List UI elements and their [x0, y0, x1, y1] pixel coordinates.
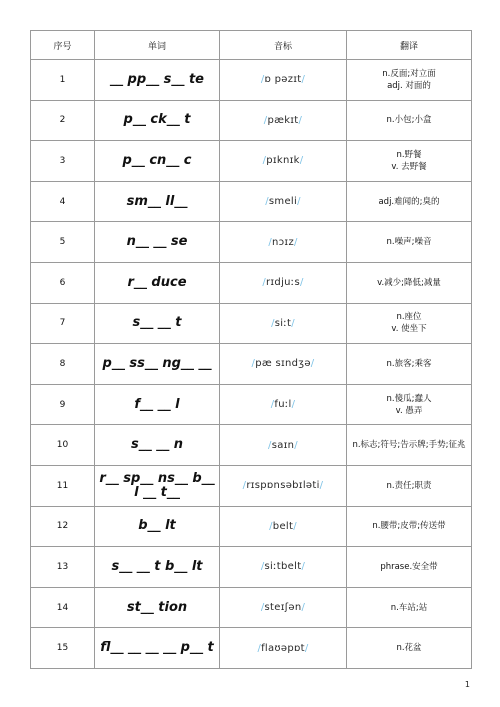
phonetic-cell	[220, 465, 347, 506]
row-number: 13	[31, 547, 95, 588]
translation-cell	[347, 181, 472, 222]
translation-cell	[347, 587, 472, 628]
phonetic-text: steɪʃən	[264, 602, 302, 614]
phonetic-text: siːt	[274, 317, 292, 329]
row-number: 3	[31, 141, 95, 182]
slash-mark: /	[260, 74, 265, 86]
word-blank: b__ lt	[95, 506, 220, 547]
translation-line: n.傻瓜;蠢人	[386, 393, 432, 404]
table-row	[31, 181, 472, 222]
word-blank: s__ __ t	[95, 303, 220, 344]
translation-line: adj.难闻的;臭的	[378, 196, 440, 207]
word-blank: p__ ck__ t	[95, 100, 220, 141]
translation-line: n.座位	[396, 312, 422, 323]
word-blank: __ pp__ s__ te	[95, 60, 220, 101]
word-blank: st__ tion	[95, 587, 220, 628]
phonetic-text: ɒ pəzɪt	[264, 74, 302, 86]
slash-mark: /	[291, 317, 295, 329]
slash-mark: /	[262, 277, 266, 289]
translation-line: adj. 对面的	[387, 80, 431, 91]
slash-mark: /	[291, 399, 296, 411]
phonetic-text: rɪdjuːs	[266, 277, 300, 289]
row-number: 10	[31, 425, 95, 466]
slash-mark: /	[297, 196, 301, 208]
translation-line: n.标志;符号;告示牌;手势;征兆	[352, 440, 466, 451]
translation-line: v. 愚弄	[395, 405, 423, 416]
slash-mark: /	[301, 74, 306, 86]
table-row	[31, 344, 472, 385]
slash-mark: /	[268, 236, 272, 248]
translation-line: n.责任;职责	[386, 480, 432, 491]
header-translation: 翻译	[347, 31, 472, 60]
slash-mark: /	[262, 155, 267, 167]
slash-mark: /	[251, 358, 256, 370]
phonetic-cell	[220, 628, 347, 669]
phonetic-cell	[220, 506, 347, 547]
phonetic-text: smeli	[268, 196, 298, 208]
slash-mark: /	[294, 236, 298, 248]
word-blank: p__ ss__ ng__ __	[95, 344, 220, 385]
slash-mark: /	[319, 480, 324, 492]
phonetic-text: pækɪt	[267, 114, 299, 126]
translation-line: v. 使坐下	[391, 324, 427, 335]
translation-cell	[347, 100, 472, 141]
slash-mark: /	[265, 196, 269, 208]
page-number: 1	[464, 680, 470, 689]
row-number: 6	[31, 262, 95, 303]
vocabulary-table	[30, 30, 472, 669]
table-row	[31, 262, 472, 303]
phonetic-text: nɔɪz	[272, 236, 294, 248]
slash-mark: /	[310, 358, 315, 370]
phonetic-cell	[220, 587, 347, 628]
table-row	[31, 465, 472, 506]
slash-mark: /	[269, 520, 273, 532]
table-row	[31, 587, 472, 628]
word-blank: s__ __ n	[95, 425, 220, 466]
slash-mark: /	[270, 399, 275, 411]
phonetic-cell	[220, 303, 347, 344]
translation-cell	[347, 303, 472, 344]
table-row	[31, 303, 472, 344]
translation-cell	[347, 465, 472, 506]
row-number: 5	[31, 222, 95, 263]
slash-mark: /	[271, 317, 275, 329]
row-number: 2	[31, 100, 95, 141]
phonetic-cell	[220, 141, 347, 182]
translation-line: n.花盆	[396, 643, 422, 654]
word-blank: sm__ ll__	[95, 181, 220, 222]
table-row	[31, 628, 472, 669]
slash-mark: /	[242, 480, 247, 492]
translation-cell	[347, 425, 472, 466]
translation-cell	[347, 506, 472, 547]
table-row	[31, 60, 472, 101]
header-phonetic: 音标	[220, 31, 347, 60]
phonetic-cell	[220, 222, 347, 263]
row-number: 15	[31, 628, 95, 669]
slash-mark: /	[260, 602, 265, 614]
table-row	[31, 384, 472, 425]
row-number: 4	[31, 181, 95, 222]
slash-mark: /	[257, 642, 262, 654]
phonetic-cell	[220, 181, 347, 222]
slash-mark: /	[293, 520, 297, 532]
phonetic-text: saɪn	[271, 439, 295, 451]
table-row	[31, 141, 472, 182]
phonetic-text: flaʊəpɒt	[261, 642, 305, 654]
translation-line: v.减少;降低;减量	[377, 277, 441, 288]
word-blank: f__ __ l	[95, 384, 220, 425]
slash-mark: /	[304, 642, 309, 654]
word-blank: r__ sp__ ns__ b__ l __ t__	[95, 465, 220, 506]
phonetic-cell	[220, 100, 347, 141]
table-row	[31, 222, 472, 263]
header-number: 序号	[31, 31, 95, 60]
phonetic-text: pɪknɪk	[266, 155, 300, 167]
translation-cell	[347, 628, 472, 669]
translation-cell	[347, 60, 472, 101]
translation-line: n.旅客;乘客	[386, 358, 432, 369]
translation-line: n.腰带;皮带;传送带	[372, 521, 446, 532]
row-number: 1	[31, 60, 95, 101]
phonetic-cell	[220, 547, 347, 588]
slash-mark: /	[301, 602, 306, 614]
translation-line: n.噪声;噪音	[386, 237, 432, 248]
phonetic-cell	[220, 262, 347, 303]
phonetic-cell	[220, 60, 347, 101]
phonetic-cell	[220, 425, 347, 466]
translation-cell	[347, 141, 472, 182]
word-blank: n__ __ se	[95, 222, 220, 263]
row-number: 14	[31, 587, 95, 628]
header-word: 单词	[95, 31, 220, 60]
slash-mark: /	[294, 439, 298, 451]
table-row	[31, 425, 472, 466]
phonetic-text: belt	[272, 520, 294, 532]
row-number: 8	[31, 344, 95, 385]
translation-cell	[347, 547, 472, 588]
word-blank: r__ duce	[95, 262, 220, 303]
translation-line: n.小包;小盒	[386, 115, 432, 126]
translation-line: phrase.安全带	[380, 561, 438, 572]
translation-line: n.野餐	[396, 149, 422, 160]
translation-cell	[347, 262, 472, 303]
slash-mark: /	[301, 561, 306, 573]
slash-mark: /	[299, 277, 304, 289]
translation-line: n.车站;站	[390, 602, 428, 613]
table-row	[31, 100, 472, 141]
slash-mark: /	[299, 155, 304, 167]
slash-mark: /	[263, 114, 268, 126]
translation-cell	[347, 222, 472, 263]
table-row	[31, 506, 472, 547]
row-number: 9	[31, 384, 95, 425]
slash-mark: /	[260, 561, 265, 573]
phonetic-text: pæ sɪndʒə	[255, 358, 311, 370]
word-blank: s__ __ t b__ lt	[95, 547, 220, 588]
word-blank: fl__ __ __ __ p__ t	[95, 628, 220, 669]
translation-cell	[347, 344, 472, 385]
row-number: 12	[31, 506, 95, 547]
phonetic-cell	[220, 384, 347, 425]
slash-mark: /	[268, 439, 272, 451]
phonetic-text: siːtbelt	[264, 561, 302, 573]
table-row	[31, 547, 472, 588]
phonetic-text: fuːl	[274, 399, 292, 411]
phonetic-cell	[220, 344, 347, 385]
slash-mark: /	[298, 114, 303, 126]
word-blank: p__ cn__ c	[95, 141, 220, 182]
header-row	[31, 31, 472, 60]
translation-line: v. 去野餐	[391, 161, 427, 172]
translation-line: n.反面;对立面	[382, 68, 436, 79]
phonetic-text: rɪspɒnsəbɪləti	[246, 480, 320, 492]
row-number: 7	[31, 303, 95, 344]
row-number: 11	[31, 465, 95, 506]
translation-cell	[347, 384, 472, 425]
